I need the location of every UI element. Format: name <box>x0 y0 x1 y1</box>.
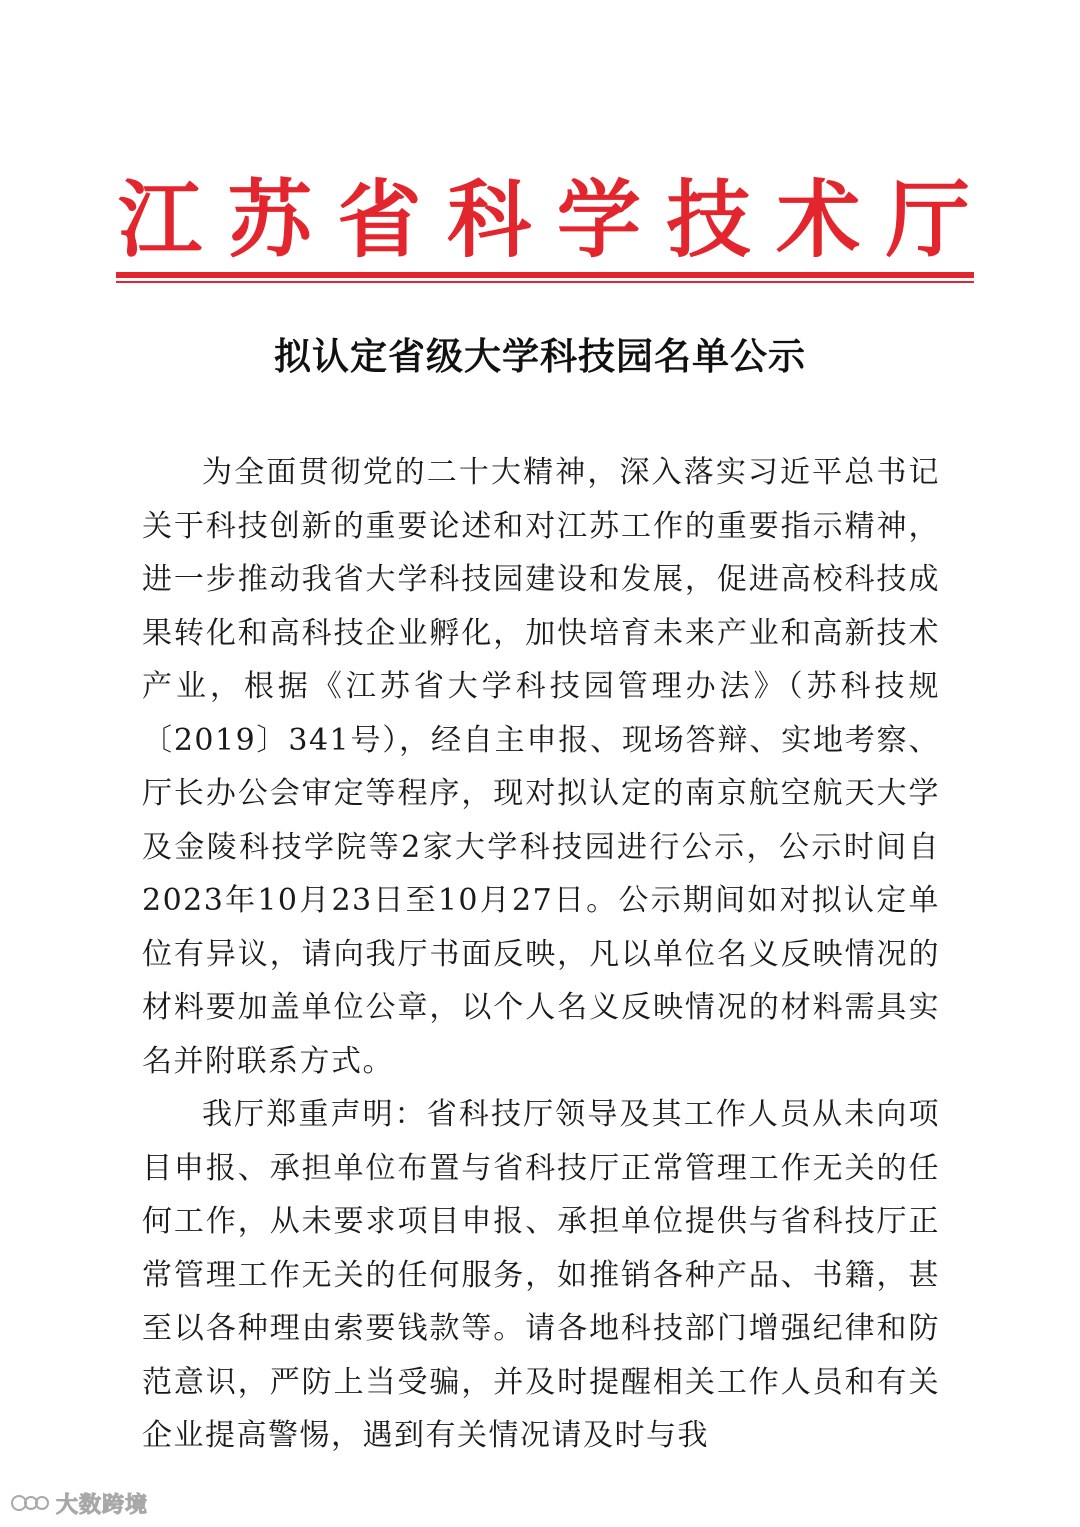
watermark-text: 大数跨境 <box>56 1492 149 1518</box>
letterhead-char: 术 <box>776 171 861 269</box>
letterhead-divider-thin <box>116 281 974 283</box>
letterhead <box>118 170 970 270</box>
letterhead-char: 苏 <box>227 171 312 269</box>
letterhead-char: 江 <box>118 171 203 269</box>
letterhead-divider <box>116 272 974 278</box>
body-paragraph: 为全面贯彻党的二十大精神，深入落实习近平总书记关于科技创新的重要论述和对江苏工作的重要指示精神，进一步推动我省大学科技园建设和发展，促进高校科技成果转化和高科技企业孵化，加快培育未来产业和高新技术产业，根据《江苏省大学科技园管理办法》（苏科技规〔2019〕341号），经自主申报、现场答辩、实地考察、厅长办公会审定等程序，现对拟认定的南京航空航天大学及金陵科技学院等2家大学科技园进行公示，公示时间自2023年10月23日至10月27日。公示期间如对拟认定单位有异议，请向我厅书面反映，凡以单位名义反映情况的材料要加盖单位公章，以个人名义反映情况的材料需具实名并附联系方式。 <box>142 455 940 1079</box>
letterhead-char: 学 <box>556 171 641 269</box>
letterhead-char: 省 <box>337 171 422 269</box>
watermark-logo-icon <box>10 1492 50 1514</box>
letterhead-char: 科 <box>447 171 532 269</box>
body-paragraph: 我厅郑重声明：省科技厅领导及其工作人员从未向项目申报、承担单位布置与省科技厅正常管理工作无关的任何工作，从未要求项目申报、承担单位提供与省科技厅正常管理工作无关的任何服务，如推销各种产品、书籍，甚至以各种理由索要钱款等。请各地科技部门增强纪律和防范意识，严防上当受骗，并及时提醒相关工作人员和有关企业提高警惕，遇到有关情况请及时与我 <box>142 1097 940 1453</box>
document-title: 拟认定省级大学科技园名单公示 <box>274 334 806 378</box>
watermark <box>10 1490 148 1516</box>
document-body <box>142 446 940 1463</box>
letterhead-char: 技 <box>666 171 751 269</box>
letterhead-char: 厅 <box>885 171 970 269</box>
